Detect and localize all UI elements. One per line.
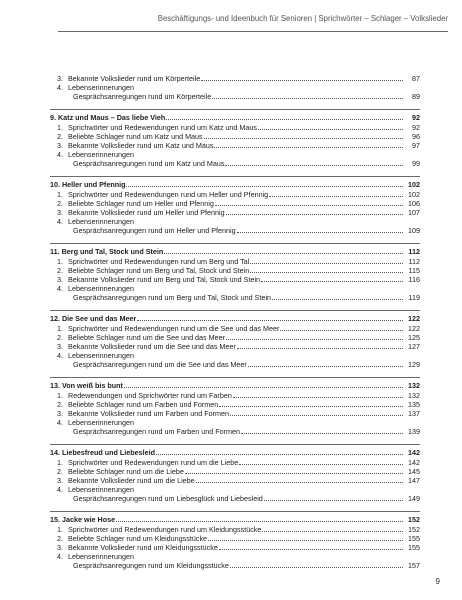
toc-chapter-heading[interactable] xyxy=(50,176,420,190)
toc-entry[interactable] xyxy=(50,159,420,168)
toc-entry[interactable] xyxy=(50,257,420,266)
toc-page-number: 112 xyxy=(408,257,420,266)
toc-entry-title: Beliebte Schlager rund um die See und das Meer xyxy=(68,333,226,342)
toc-page-number: 155 xyxy=(408,534,420,543)
toc-entry-number: 1. xyxy=(57,257,63,266)
toc-page-number: 135 xyxy=(408,400,420,409)
toc-spacer xyxy=(50,168,420,176)
toc-entry[interactable] xyxy=(50,561,420,570)
toc-entry[interactable] xyxy=(50,409,420,418)
toc-entry-number: 1. xyxy=(57,391,63,400)
toc-spacer xyxy=(50,436,420,444)
dot-leader xyxy=(201,74,403,81)
dot-leader xyxy=(264,494,403,501)
toc-chapter-heading[interactable] xyxy=(50,444,420,458)
toc-entry-title: Bekannte Volkslieder rund um Farben und Formen xyxy=(68,409,230,418)
toc-entry-title: Lebenserinnerungen xyxy=(68,418,134,427)
toc-entry-number: 4. xyxy=(57,418,63,427)
toc-entry-title: 13. Von weiß bis bunt xyxy=(50,381,123,390)
toc-entry-number: 4. xyxy=(57,485,63,494)
toc-spacer xyxy=(50,235,420,243)
toc-entry-number: 1. xyxy=(57,190,63,199)
toc-page-number: 87 xyxy=(412,74,420,83)
toc-entry-number: 1. xyxy=(57,525,63,534)
toc-entry[interactable] xyxy=(50,150,420,159)
toc-page-number: 132 xyxy=(408,391,420,400)
toc-entry[interactable] xyxy=(50,141,420,150)
toc-page-number: 115 xyxy=(408,266,420,275)
toc-entry[interactable] xyxy=(50,226,420,235)
toc-entry[interactable] xyxy=(50,525,420,534)
toc-entry-title: Lebenserinnerungen xyxy=(68,351,134,360)
toc-spacer xyxy=(50,503,420,511)
toc-page-number: 112 xyxy=(408,247,420,256)
dot-leader xyxy=(185,467,403,474)
toc-entry-title: Gesprächsanregungen rund um Heller und Pfennig xyxy=(73,226,236,235)
toc-entry-title: Bekannte Volkslieder rund um die Liebe xyxy=(68,476,195,485)
toc-page-number: 116 xyxy=(408,275,420,284)
toc-entry-number: 1. xyxy=(57,123,63,132)
dot-leader xyxy=(126,180,403,187)
dot-leader xyxy=(233,391,403,398)
dot-leader xyxy=(230,561,403,568)
toc-spacer xyxy=(50,101,420,109)
toc-page-number: 102 xyxy=(408,180,420,189)
toc-entry[interactable] xyxy=(50,400,420,409)
toc-page-number: 92 xyxy=(412,123,420,132)
toc-entry-number: 4. xyxy=(57,217,63,226)
toc-entry-title: 12. Die See und das Meer xyxy=(50,314,137,323)
toc-entry-title: Gesprächsanregungen rund um Katz und Maus xyxy=(73,159,225,168)
toc-entry[interactable] xyxy=(50,83,420,92)
dot-leader xyxy=(219,400,403,407)
toc-entry-title: Sprichwörter und Redewendungen rund um Berg und Tal xyxy=(68,257,250,266)
toc-page-number: 106 xyxy=(408,199,420,208)
toc-entry-number: 3. xyxy=(57,74,63,83)
toc-entry[interactable] xyxy=(50,266,420,275)
toc-entry[interactable] xyxy=(50,427,420,436)
dot-leader xyxy=(230,409,403,416)
toc-page-number: 152 xyxy=(408,525,420,534)
toc-entry-title: Beliebte Schlager rund um Heller und Pfennig xyxy=(68,199,214,208)
toc-entry[interactable] xyxy=(50,494,420,503)
dot-leader xyxy=(241,427,403,434)
toc-entry[interactable] xyxy=(50,217,420,226)
toc-entry-title: Lebenserinnerungen xyxy=(68,150,134,159)
toc-entry-title: 9. Katz und Maus – Das liebe Vieh xyxy=(50,113,166,122)
toc-entry-number: 1. xyxy=(57,324,63,333)
toc-entry-title: Beliebte Schlager rund um Kleidungsstücke xyxy=(68,534,208,543)
toc-entry-number: 2. xyxy=(57,400,63,409)
dot-leader xyxy=(269,190,403,197)
toc-entry[interactable] xyxy=(50,324,420,333)
toc-page-number: 119 xyxy=(408,293,420,302)
dot-leader xyxy=(116,515,403,522)
toc-entry-title: Beliebte Schlager rund um Farben und Formen xyxy=(68,400,219,409)
toc-entry[interactable] xyxy=(50,190,420,199)
toc-entry-number: 4. xyxy=(57,351,63,360)
toc-page-number: 92 xyxy=(412,113,420,122)
toc-entry[interactable] xyxy=(50,360,420,369)
toc-entry-title: 15. Jacke wie Hose xyxy=(50,515,116,524)
toc-entry-number: 2. xyxy=(57,199,63,208)
toc-entry[interactable] xyxy=(50,132,420,141)
toc-page-number: 129 xyxy=(408,360,420,369)
toc-entry-title: Bekannte Volkslieder rund um Heller und Pfennig xyxy=(68,208,225,217)
dot-leader xyxy=(166,113,403,120)
toc-page-number: 97 xyxy=(412,141,420,150)
dot-leader xyxy=(280,324,403,331)
toc-entry-title: Gesprächsanregungen rund um die See und das Meer xyxy=(73,360,247,369)
toc-page-number: 149 xyxy=(408,494,420,503)
toc-chapter-heading[interactable] xyxy=(50,243,420,257)
toc-entry-title: Sprichwörter und Redewendungen rund um die Liebe xyxy=(68,458,239,467)
toc-entry-number: 4. xyxy=(57,284,63,293)
toc-entry-number: 4. xyxy=(57,552,63,561)
toc-entry-title: Gesprächsanregungen rund um Farben und Formen xyxy=(73,427,241,436)
table-of-contents xyxy=(50,74,420,570)
toc-entry-title: Bekannte Volkslieder rund um Körperteile xyxy=(68,74,201,83)
toc-entry[interactable] xyxy=(50,333,420,342)
toc-entry-number: 1. xyxy=(57,458,63,467)
toc-entry-title: Gesprächsanregungen rund um Berg und Tal, Stock und Stein xyxy=(73,293,272,302)
toc-chapter-heading[interactable] xyxy=(50,310,420,324)
toc-entry[interactable] xyxy=(50,74,420,83)
dot-leader xyxy=(204,132,403,139)
toc-entry-title: Bekannte Volkslieder rund um Berg und Tal, Stock und Stein xyxy=(68,275,261,284)
toc-page-number: 142 xyxy=(408,448,420,457)
toc-entry-title: Bekannte Volkslieder rund um Katz und Maus xyxy=(68,141,214,150)
dot-leader xyxy=(239,458,403,465)
toc-entry-title: Bekannte Volkslieder rund um die See und das Meer xyxy=(68,342,236,351)
toc-entry-title: Bekannte Volkslieder rund um Kleidungsstücke xyxy=(68,543,218,552)
toc-entry[interactable] xyxy=(50,476,420,485)
header-title: Beschäftigungs- und Ideenbuch für Senioren | Sprichwörter – Schlager – Volkslieder xyxy=(157,13,448,23)
dot-leader xyxy=(164,247,403,254)
toc-entry-title: Lebenserinnerungen xyxy=(68,552,134,561)
dot-leader xyxy=(212,92,403,99)
toc-entry[interactable] xyxy=(50,418,420,427)
toc-page-number: 147 xyxy=(408,476,420,485)
dot-leader xyxy=(248,360,403,367)
toc-entry-title: Beliebte Schlager rund um Katz und Maus xyxy=(68,132,203,141)
toc-spacer xyxy=(50,302,420,310)
toc-entry-number: 3. xyxy=(57,275,63,284)
toc-spacer xyxy=(50,369,420,377)
toc-page-number: 127 xyxy=(408,342,420,351)
dot-leader xyxy=(250,257,403,264)
toc-page-number: 99 xyxy=(412,159,420,168)
dot-leader xyxy=(156,448,403,455)
toc-entry-number: 4. xyxy=(57,83,63,92)
toc-entry-number: 3. xyxy=(57,476,63,485)
toc-entry-title: Gesprächsanregungen rund um Liebesglück und Liebesleid xyxy=(73,494,263,503)
dot-leader xyxy=(237,342,403,349)
toc-page-number: 157 xyxy=(408,561,420,570)
toc-entry-title: Sprichwörter und Redewendungen rund um Katz und Maus xyxy=(68,123,257,132)
toc-entry-number: 2. xyxy=(57,534,63,543)
toc-entry-title: Lebenserinnerungen xyxy=(68,284,134,293)
toc-entry[interactable] xyxy=(50,485,420,494)
toc-entry-title: Sprichwörter und Redewendungen rund um Heller und Pfennig xyxy=(68,190,269,199)
dot-leader xyxy=(272,293,403,300)
toc-chapter-heading[interactable] xyxy=(50,511,420,525)
dot-leader xyxy=(214,141,403,148)
toc-entry-title: Sprichwörter und Redewendungen rund um Kleidungsstücke xyxy=(68,525,262,534)
toc-entry-number: 3. xyxy=(57,543,63,552)
dot-leader xyxy=(261,275,403,282)
toc-entry[interactable] xyxy=(50,284,420,293)
toc-entry-number: 3. xyxy=(57,409,63,418)
toc-page-number: 152 xyxy=(408,515,420,524)
toc-entry-title: Gesprächsanregungen rund um Kleidungsstücke xyxy=(73,561,229,570)
toc-entry-title: Lebenserinnerungen xyxy=(68,485,134,494)
toc-entry[interactable] xyxy=(50,275,420,284)
dot-leader xyxy=(226,208,403,215)
toc-chapter-heading[interactable] xyxy=(50,377,420,391)
toc-entry-title: 10. Heller und Pfennig xyxy=(50,180,126,189)
toc-entry[interactable] xyxy=(50,391,420,400)
toc-page-number: 155 xyxy=(408,543,420,552)
toc-entry[interactable] xyxy=(50,351,420,360)
toc-entry[interactable] xyxy=(50,123,420,132)
toc-chapter-heading[interactable] xyxy=(50,109,420,123)
toc-page-number: 122 xyxy=(408,324,420,333)
toc-page-number: 109 xyxy=(408,226,420,235)
toc-entry-number: 2. xyxy=(57,467,63,476)
dot-leader xyxy=(258,123,403,130)
dot-leader xyxy=(237,226,403,233)
toc-entry-number: 4. xyxy=(57,150,63,159)
toc-entry-title: Lebenserinnerungen xyxy=(68,83,134,92)
dot-leader xyxy=(225,159,403,166)
toc-page-number: 137 xyxy=(408,409,420,418)
toc-entry-number: 3. xyxy=(57,141,63,150)
toc-entry[interactable] xyxy=(50,552,420,561)
dot-leader xyxy=(219,543,403,550)
toc-entry-title: Lebenserinnerungen xyxy=(68,217,134,226)
toc-entry-title: Beliebte Schlager rund um Berg und Tal, Stock und Stein xyxy=(68,266,250,275)
toc-entry[interactable] xyxy=(50,534,420,543)
toc-entry[interactable] xyxy=(50,199,420,208)
toc-page-number: 107 xyxy=(408,208,420,217)
toc-entry[interactable] xyxy=(50,208,420,217)
toc-page-number: 142 xyxy=(408,458,420,467)
toc-entry-number: 3. xyxy=(57,342,63,351)
toc-entry-number: 2. xyxy=(57,132,63,141)
toc-page-number: 125 xyxy=(408,333,420,342)
toc-entry-number: 2. xyxy=(57,333,63,342)
running-header xyxy=(58,5,448,32)
dot-leader xyxy=(215,199,403,206)
toc-entry-number: 3. xyxy=(57,208,63,217)
toc-entry-title: Sprichwörter und Redewendungen rund um die See und das Meer xyxy=(68,324,280,333)
dot-leader xyxy=(137,314,403,321)
toc-entry[interactable] xyxy=(50,92,420,101)
dot-leader xyxy=(250,266,403,273)
toc-entry[interactable] xyxy=(50,342,420,351)
toc-entry[interactable] xyxy=(50,467,420,476)
toc-entry-title: Gesprächsanregungen rund um Körperteile xyxy=(73,92,212,101)
dot-leader xyxy=(262,525,403,532)
page-number: 9 xyxy=(435,577,440,586)
toc-page-number: 96 xyxy=(412,132,420,141)
dot-leader xyxy=(124,381,403,388)
toc-entry-title: 14. Liebesfreud und Liebesleid xyxy=(50,448,156,457)
toc-entry-title: Redewendungen und Sprichwörter rund um Farben xyxy=(68,391,232,400)
toc-page-number: 145 xyxy=(408,467,420,476)
dot-leader xyxy=(196,476,403,483)
toc-entry[interactable] xyxy=(50,293,420,302)
toc-page-number: 122 xyxy=(408,314,420,323)
toc-entry-title: 11. Berg und Tal, Stock und Stein xyxy=(50,247,164,256)
toc-entry-title: Beliebte Schlager rund um die Liebe xyxy=(68,467,184,476)
dot-leader xyxy=(226,333,403,340)
toc-page-number: 132 xyxy=(408,381,420,390)
toc-page-number: 102 xyxy=(408,190,420,199)
dot-leader xyxy=(208,534,403,541)
toc-page-number: 139 xyxy=(408,427,420,436)
toc-entry-number: 2. xyxy=(57,266,63,275)
toc-entry[interactable] xyxy=(50,458,420,467)
toc-page-number: 89 xyxy=(412,92,420,101)
toc-entry[interactable] xyxy=(50,543,420,552)
